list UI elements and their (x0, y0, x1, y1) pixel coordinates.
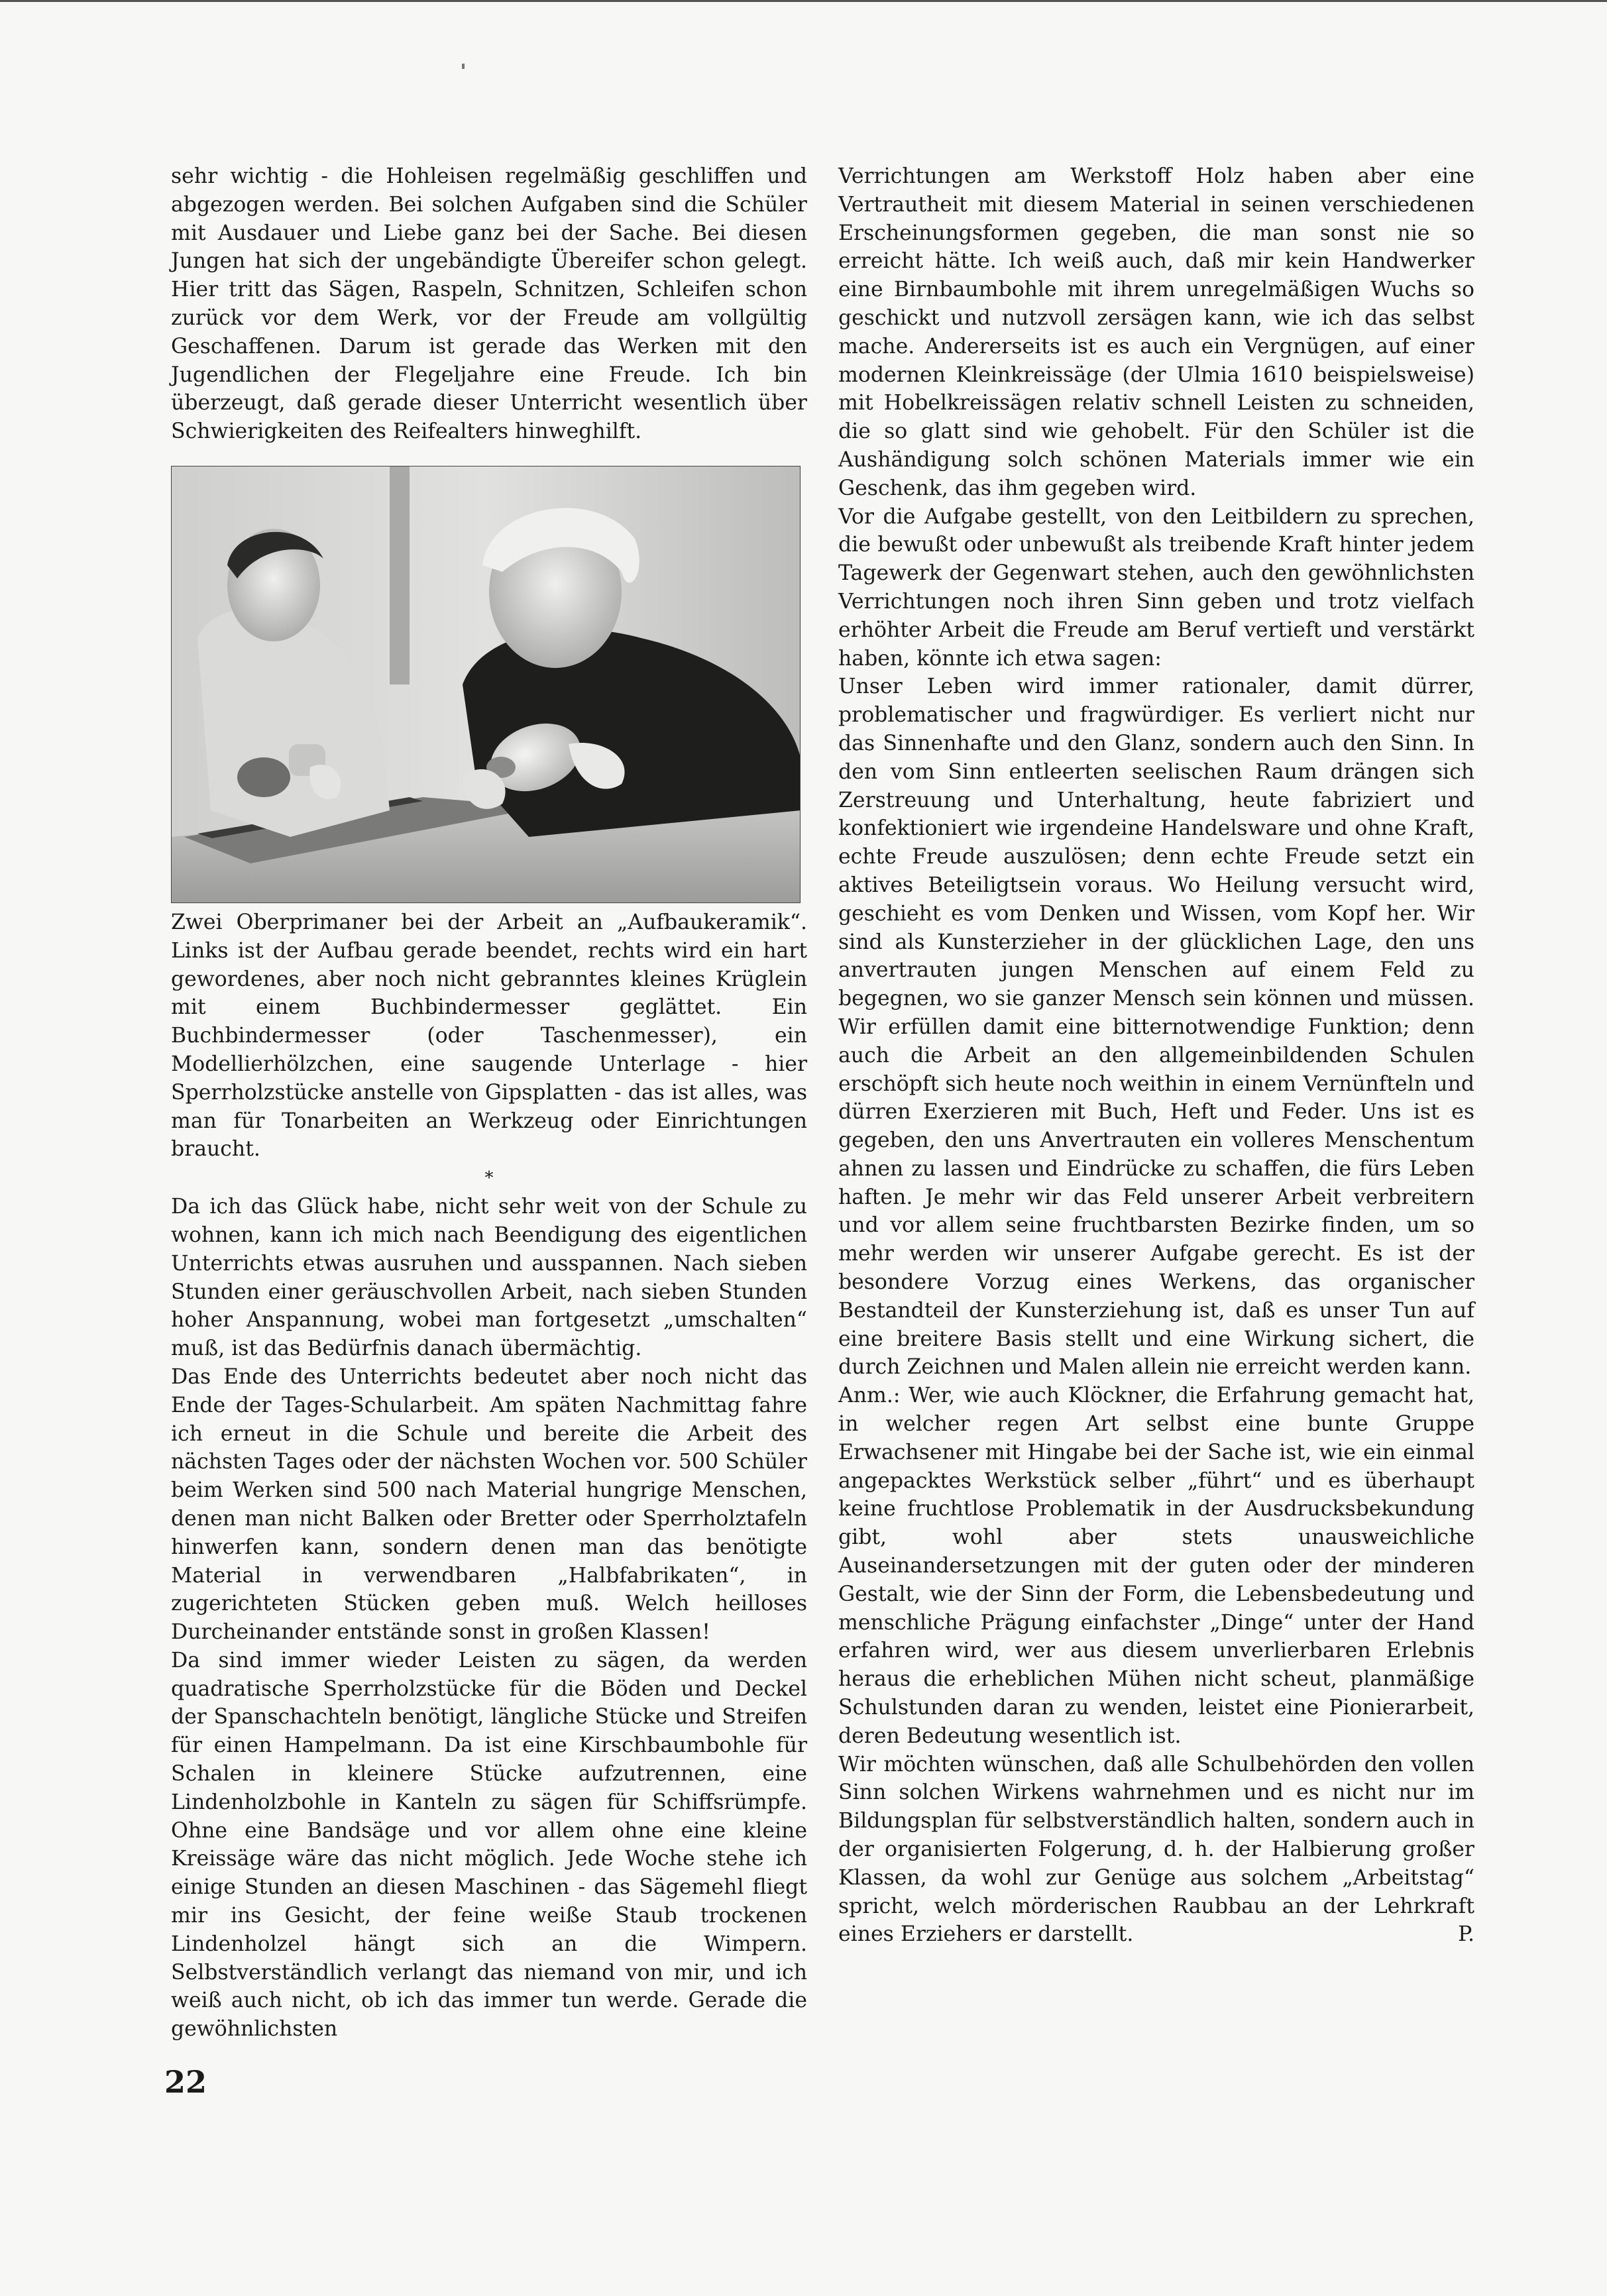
top-border-line (0, 0, 1607, 2)
left-paragraph-2: Da ich das Glück habe, nicht sehr weit von der Schule zu wohnen, kann ich mich nach Beendigung des eigentlichen Unterrichts etwas ausruhen und ausspannen. Nach sieben Stunden einer geräuschvollen Arbeit, nach sieben Stunden hoher Anspannung, wobei man fortgesetzt „umschalten“ muß, ist das Bedürfnis danach übermächtig. (171, 1195, 807, 1361)
left-paragraph-3: Das Ende des Unterrichts bedeutet aber noch nicht das Ende der Tages-Schularbeit. Am späten Nachmittag fahre ich erneut in die Schule und bereite die Arbeit des nächsten Tages oder der nächsten Wochen vor. 500 Schüler beim Werken sind 500 nach Material hungrige Menschen, denen man nicht Balken oder Bretter oder Sperrholztafeln hinwerfen kann, sondern denen man das benötigte Material in verwendbaren „Halbfabrikaten“, in zugerichteten Stücken geben muß. Welch heilloses Durcheinander entstände sonst in großen Klassen! (171, 1364, 807, 1645)
photo-two-students-ceramics (171, 466, 801, 903)
right-column (838, 162, 1474, 1949)
left-paragraph-4: Da sind immer wieder Leisten zu sägen, da werden quadratische Sperrholzstücke für die Böden und Deckel der Spanschachteln benötigt, längliche Stücke und Streifen für einen Hampelmann. Da ist eine Kirschbaumbohle für Schalen in kleinere Stücke aufzutrennen, eine Lindenholzbohle in Kanteln zu sägen für Schiffsrümpfe. Ohne eine Bandsäge und vor allem ohne eine kleine Kreissäge wäre das nicht möglich. Jede Woche stehe ich einige Stunden an diesen Maschinen - das Sägemehl fliegt mir ins Gesicht, der feine weiße Staub trockenen Lindenholzel hängt sich an die Wimpern. Selbstverständlich verlangt das niemand von mir, und ich weiß auch nicht, ob ich das immer tun werde. Gerade die gewöhnlichsten (171, 1648, 807, 2042)
section-separator: * (484, 1168, 494, 1189)
closing-text: Wir möchten wünschen, daß alle Schulbehörden den vollen Sinn solchen Wirkens wahrnehmen und es nicht nur im Bildungsplan für selbstverständlich halten, sondern auch in der organisierten Folgerung, d. h. der Halbierung großer Klassen, da wohl zur Genüge aus solchem „Arbeitstag“ spricht, welch mörderischen Raubbau an der Lehrkraft eines Erziehers er darstellt. (838, 1752, 1474, 1947)
scan-speck (462, 64, 465, 69)
left-paragraph-1: sehr wichtig - die Hohleisen regelmäßig geschliffen und abgezogen werden. Bei solchen Aufgaben sind die Schüler mit Ausdauer und Liebe ganz bei der Sache. Bei diesen Jungen hat sich der ungebändigte Übereifer schon gelegt. Hier tritt das Sägen, Raspeln, Schnitzen, Schleifen schon zurück vor dem Werk, vor der Freude am vollgültig Geschaffenen. Darum ist gerade das Werken mit den Jugendlichen der Flegeljahre eine Freude. Ich bin überzeugt, daß gerade dieser Unterricht wesentlich über Schwierigkeiten des Reifealters hinweghilft. (171, 164, 807, 444)
page-number: 22 (164, 2064, 207, 2100)
photo-caption: Zwei Oberprimaner bei der Arbeit an „Aufbaukeramik“. Links ist der Aufbau gerade beendet, rechts wird ein hart gewordenes, aber noch nicht gebranntes kleines Krüglein mit einem Buchbindermesser geglättet. Ein Buchbindermesser (oder Taschenmesser), ein Modellierhölzchen, eine saugende Unterlage - hier Sperrholzstücke anstelle von Gipsplatten - das ist alles, was man für Tonarbeiten an Werkzeug oder Einrichtungen braucht. (171, 910, 807, 1162)
right-paragraph-5 (838, 1751, 1474, 1949)
right-paragraph-2: Vor die Aufgabe gestellt, von den Leitbildern zu sprechen, die bewußt oder unbewußt als treibende Kraft hinter jedem Tagewerk der Gegenwart stehen, auch den gewöhnlichsten Verrichtungen noch ihren Sinn geben und trotz vielfach erhöhter Arbeit die Freude am Beruf vertieft und verstärkt haben, könnte ich etwa sagen: (838, 504, 1474, 671)
right-paragraph-4: Anm.: Wer, wie auch Klöckner, die Erfahrung gemacht hat, in welcher regen Art selbst eine bunte Gruppe Erwachsener mit Hingabe bei der Sache ist, wie ein einmal angepacktes Werkstück selber „führt“ und es überhaupt keine fruchtlose Problematik in der Ausdrucksbekundung gibt, wohl aber stets unausweichliche Auseinandersetzungen mit der guten oder der minderen Gestalt, wie der Sinn der Form, die Lebensbedeutung und menschliche Prägung einfachster „Dinge“ unter der Hand erfahren wird, wer aus diesem unverlierbaren Erlebnis heraus die erheblichen Mühen nicht scheut, planmäßige Schulstunden daran zu wenden, leistet eine Pionierarbeit, deren Bedeutung wesentlich ist. (838, 1384, 1474, 1748)
left-column (171, 162, 807, 2044)
right-paragraph-1: Verrichtungen am Werkstoff Holz haben aber eine Vertrautheit mit diesem Material in seinen verschiedenen Erscheinungsformen gegeben, die man sonst nie so erreicht hätte. Ich weiß auch, daß mir kein Handwerker eine Birnbaumbohle mit ihrem unregelmäßigen Wuchs so geschickt und nutzvoll zersägen kann, wie ich das selbst mache. Andererseits ist es auch ein Vergnügen, auf einer modernen Kleinkreissäge (der Ulmia 1610 beispielsweise) mit Hobelkreissägen relativ schnell Leisten zu schneiden, die so glatt sind wie gehobelt. Für den Schüler ist die Aushändigung solch schönen Materials immer wie ein Geschenk, das ihm gegeben wird. (838, 164, 1474, 500)
author-signature: P. (1458, 1922, 1474, 1947)
right-paragraph-3: Unser Leben wird immer rationaler, damit dürrer, problematischer und fragwürdiger. Es verliert nicht nur das Sinnenhafte und den Glanz, sondern auch den Sinn. In den vom Sinn entleerten seelischen Raum drängen sich Zerstreuung und Unterhaltung, heute fabriziert und konfektioniert wie irgendeine Handelsware und ohne Kraft, echte Freude auszulösen; denn echte Freude setzt ein aktives Beteiligtsein voraus. Wo Heilung versucht wird, geschieht es vom Denken und Wissen, vom Kopf her. Wir sind als Kunsterzieher in der glücklichen Lage, den uns anvertrauten jungen Menschen auf einem Feld zu begegnen, wo sie ganzer Mensch sein können und müssen. Wir erfüllen damit eine bitternotwendige Funktion; denn auch die Arbeit an den allgemeinbildenden Schulen erschöpft sich heute noch weithin in einem Vernünfteln und dürren Exerzieren mit Buch, Heft und Feder. Uns ist es gegeben, den uns Anvertrauten ein volleres Menschentum ahnen zu lassen und Eindrücke zu schaffen, die fürs Leben haften. Je mehr wir das Feld unserer Arbeit verbreitern und vor allem seine fruchtbarsten Bezirke finden, um so mehr werden wir unserer Aufgabe gerecht. Es ist der besondere Vorzug eines Werkens, das organischer Bestandteil der Kunsterziehung ist, daß es unser Tun auf eine breitere Basis stellt und eine Wirkung sichert, die durch Zeichnen und Malen allein nie erreicht werden kann. (838, 675, 1474, 1380)
